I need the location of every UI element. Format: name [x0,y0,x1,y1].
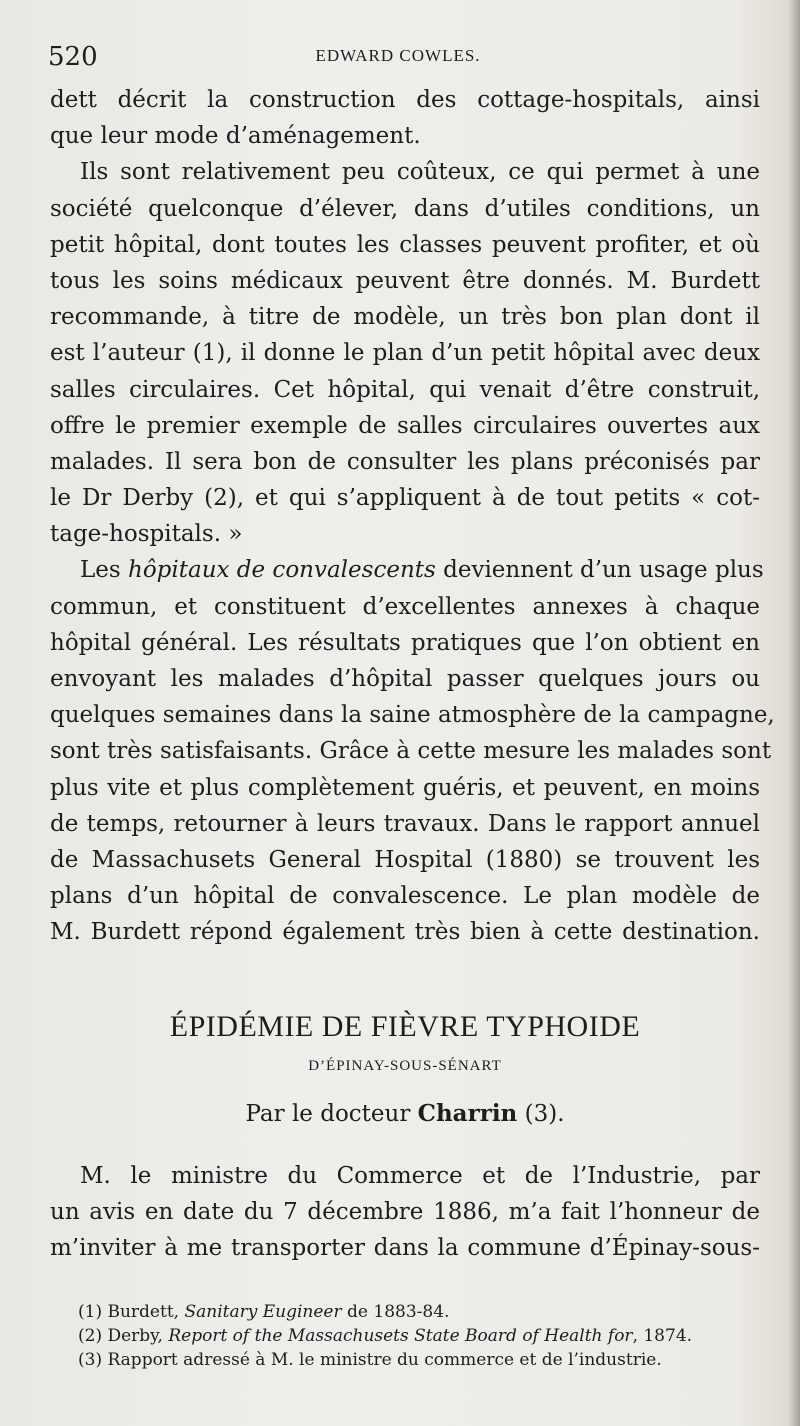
text-line: envoyant les malades d’hôpital passer quelques jours ou [50,666,760,692]
text-line: que leur mode d’aménagement. [50,123,421,150]
page-number: 520 [48,42,98,72]
footnote-mark: (3) [78,1350,108,1370]
text-line: malades. Il sera bon de consulter les plans préconisés par [50,448,760,475]
text-line: est l’auteur (1), il donne le plan d’un petit hôpital avec deux [50,340,760,367]
footnote-ref: (3). [517,1101,565,1127]
body-text [50,82,775,951]
text-line: un avis en date du 7 décembre 1886, m’a fait l’honneur de [50,1199,760,1226]
text-line: salles circulaires. Cet hôpital, qui venait d’être construit, [50,376,760,403]
text-line: de Massachusets General Hospital (1880) se trouvent les [50,846,760,873]
text-line: quelques semaines dans la saine atmosphère de la campagne, [50,702,775,729]
text-line: M. Burdett répond également très bien à cette destination. [50,919,760,946]
text-line: plans d’un hôpital de convalescence. Le plan modèle de [50,883,760,910]
text-line: plus vite et plus complètement guéris, et peuvent, en moins [50,774,760,801]
running-head: EDWARD COWLES. [315,46,481,65]
text-line: sont très satisfaisants. Grâce à cette mesure les malades sont [50,738,772,765]
footnote [78,1324,758,1348]
footnote-mark: (1) [78,1302,108,1322]
text-line: offre le premier exemple de salles circulaires ouvertes aux [50,412,760,439]
footnote [78,1300,758,1324]
text-line: commun, et constituent d’excellentes annexes à chaque [50,593,760,620]
section-subtitle: D’ÉPINAY-SOUS-SÉNART [308,1058,502,1074]
text-line: dett décrit la construction des cottage-hospitals, ainsi [50,87,760,113]
author-prefix: Par le docteur [245,1101,418,1127]
footnote-text: , 1874. [632,1326,693,1346]
footnote [78,1348,758,1372]
text-line [50,552,764,588]
section-author [50,1100,760,1127]
footnote-italic: Sanitary Eugineer [184,1302,342,1322]
italic-phrase: hôpitaux de convalescents [128,557,436,584]
text-line: recommande, à titre de modèle, un très bon plan dont il [50,304,760,331]
text-line: le Dr Derby (2), et qui s’appliquent à de tout petits « cot- [50,485,760,512]
text-line: de temps, retourner à leurs travaux. Dans le rapport annuel [50,810,760,837]
footnote-text: Burdett, [107,1302,185,1322]
footnote-text: Derby, [107,1326,169,1346]
footnote-italic: Report of the Massachusets State Board of Health for [168,1326,633,1346]
body-text-section [50,1158,760,1267]
text-line: tous les soins médicaux peuvent être donnés. M. Burdett [50,267,760,294]
footnotes [78,1300,758,1372]
text-line: société quelconque d’élever, dans d’utiles conditions, un [50,195,760,222]
text-line: Ils sont relativement peu coûteux, ce qui permet à une [80,159,760,186]
text-run: deviennent d’un usage plus [435,557,764,584]
author-name: Charrin [417,1100,518,1127]
text-run: Les [80,557,128,584]
footnote-text: de 1883-84. [341,1302,450,1322]
text-line: tage-hospitals. » [50,521,243,548]
text-line: M. le ministre du Commerce et de l’Industrie, par [80,1163,760,1189]
footnote-mark: (2) [78,1326,108,1346]
text-line: m’inviter à me transporter dans la commune d’Épinay-sous- [50,1235,760,1262]
text-line: hôpital général. Les résultats pratiques que l’on obtient en [50,629,760,656]
page-header [48,42,748,76]
page-edge-shadow [788,0,800,1426]
text-line: petit hôpital, dont toutes les classes peuvent profiter, et où [50,231,760,258]
section-title: ÉPIDÉMIE DE FIÈVRE TYPHOIDE [169,1010,641,1043]
footnote-text: Rapport adressé à M. le ministre du commerce et de l’industrie. [107,1350,662,1370]
